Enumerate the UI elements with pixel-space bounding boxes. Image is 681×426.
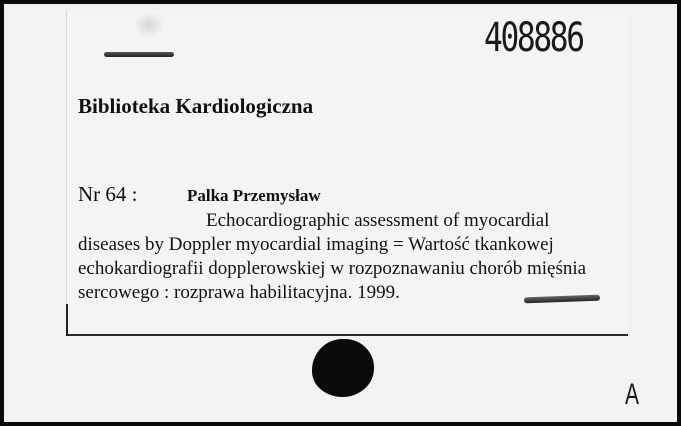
library-name: Biblioteka Kardiologiczna [78,94,314,118]
catalog-number-label: Nr [78,182,101,206]
bibliographic-description: Echocardiographic assessment of myocardial diseases by Doppler myocardial imaging = Wartość tkankowej echokardiografii dopplerowskiej w rozpoznawaniu chorób mięśnia sercowego : rozprawa habilitacyjna. 1999. [78,210,587,303]
card-edge-mark [66,304,68,336]
corner-mark: A [625,378,640,411]
catalog-number [78,182,138,207]
accession-number: 408886 [484,15,583,61]
stain-mark [134,12,164,38]
punch-hole [312,339,374,397]
dash-mark-top [104,52,174,57]
catalog-number-value: 64 : [105,182,138,206]
author-name: Palka Przemysław [187,186,321,205]
